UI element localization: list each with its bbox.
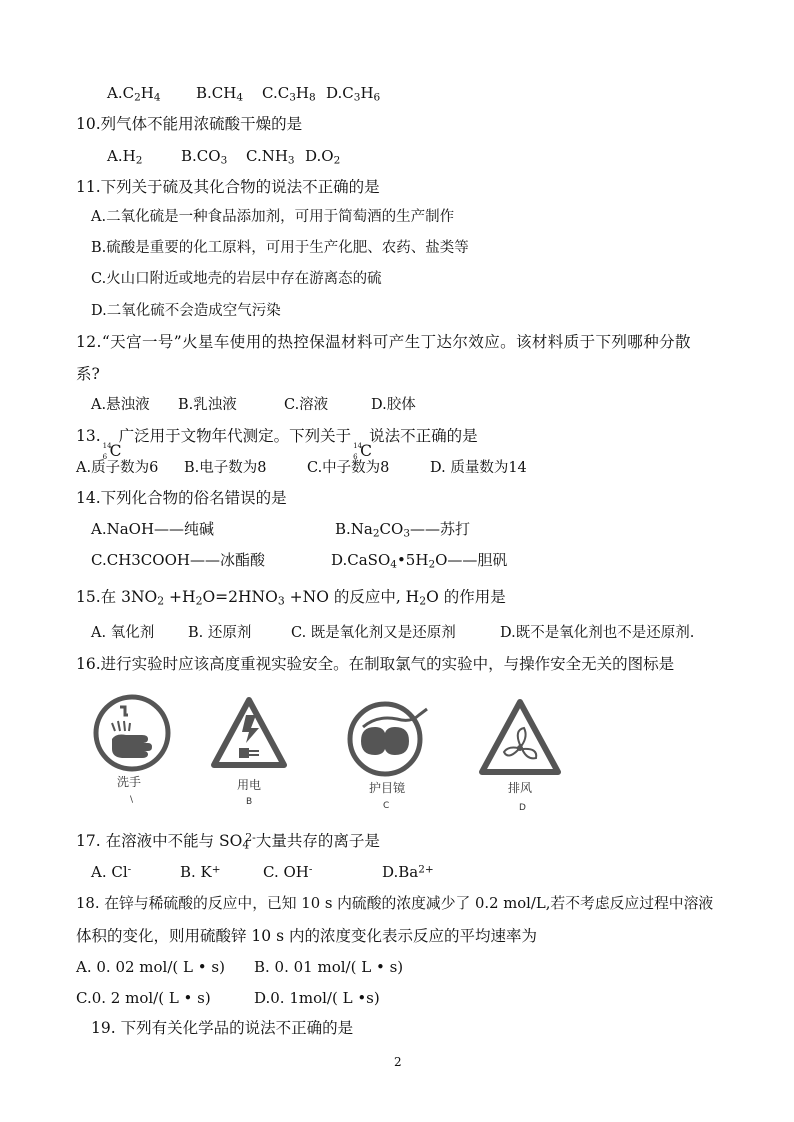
q12-option-a: A.悬浊液 [91, 397, 150, 413]
q13-option-b: B.电子数为8 [184, 460, 267, 476]
q18-stem-line2: 体积的变化，则用硫酸锌 10 s 内的浓度变化表示反应的平均速率为 [76, 927, 537, 945]
q15-stem: 15.在 $3NO_2 +H_2O=2HNO_3 +NO$ 的反应中, $H_2O$ 的作用是 [76, 588, 506, 608]
q15-option-d: D.既不是氧化剂也不是还原剂. [500, 625, 695, 641]
q10-option-a: $A.H_2$ [107, 147, 143, 167]
q11-option-c: C.火山口附近或地壳的岩层中存在游离态的硫 [91, 271, 382, 287]
q14-stem: 14.下列化合物的俗名错误的是 [76, 489, 287, 507]
q18-option-c: C.0. 2 mol/( L • s) [76, 989, 211, 1007]
q17-option-c: C. OH- [263, 863, 313, 881]
q11-option-d: D.二氧化硫不会造成空气污染 [91, 303, 281, 319]
q10-option-c: $C.NH_3$ [246, 147, 295, 167]
q9-option-b: $B.CH_4$ [196, 84, 244, 104]
q14-option-b: $B.Na_2CO_3——$苏打 [335, 520, 471, 540]
q11-stem: 11.下列关于硫及其化合物的说法不正确的是 [76, 178, 380, 196]
q17-option-b: B. K+ [180, 863, 221, 881]
q13-option-c: C.中子数为8 [307, 460, 390, 476]
q13-stem: 13. 14 6 C 广泛用于文物年代测定。下列关于 14 6 C 说法不正确的是 [76, 427, 478, 461]
q18-stem-line1: 18. 在锌与稀硫酸的反应中，已知 10 s 内硫酸的浓度减少了 0.2 mol/L,若不考虑反应过程中溶液 [76, 895, 714, 912]
q17-stem: 17. 在溶液中不能与 $SO_4^{2-}$大量共存的离子是 [76, 831, 380, 852]
q16-stem: 16.进行实验时应该高度重视实验安全。在制取氯气的实验中，与操作安全无关的图标是 [76, 655, 675, 673]
q18-option-d: D.0. 1mol/( L •s) [254, 989, 380, 1007]
q17-option-a: A. Cl- [91, 863, 132, 881]
icon-letter-b: B [246, 797, 253, 807]
q14-option-c: C.CH3COOH——冰酯酸 [91, 551, 265, 569]
q13-option-a: A.质子数为6 [76, 460, 159, 476]
ventilation-fan-icon [478, 698, 562, 778]
q9-option-c: $C.C_3H_8$ [262, 84, 316, 104]
icon-letter-a: \ [130, 795, 134, 805]
goggles-icon [347, 697, 429, 777]
wash-hands-icon [92, 693, 172, 773]
q13-prefix: 13. [76, 427, 101, 445]
q19-stem: 19. 下列有关化学品的说法不正确的是 [91, 1019, 354, 1037]
q12-option-b: B.乳浊液 [178, 397, 237, 413]
icon-letter-c: C [383, 801, 390, 811]
q11-option-b: B.硫酸是重要的化工原料，可用于生产化肥、农药、盐类等 [91, 240, 469, 256]
icon-label-goggles: 护目镜 [369, 781, 406, 795]
q18-option-b: B. 0. 01 mol/( L • s) [254, 958, 404, 976]
q13-option-d: D. 质量数为14 [430, 460, 527, 476]
q17-option-d: $D.Ba^{2+}$ [382, 863, 434, 881]
q12-option-c: C.溶液 [284, 397, 329, 413]
q11-option-a: A.二氧化硫是一种食品添加剂，可用于简萄酒的生产制作 [91, 209, 455, 225]
q10-option-b: $B.CO_3$ [181, 147, 228, 167]
page-number: 2 [394, 1055, 402, 1069]
icon-label-ventilation: 排风 [508, 781, 533, 795]
q15-option-b: B. 还原剂 [188, 625, 252, 641]
q15-option-c: C. 既是氧化剂又是还原剂 [291, 625, 456, 641]
electricity-warning-icon [209, 695, 289, 773]
q12-option-d: D.胶体 [371, 397, 416, 413]
q9-option-a: $A.C_2H_4$ [107, 84, 161, 104]
icon-letter-d: D [519, 803, 526, 813]
icon-label-electricity: 用电 [237, 778, 262, 792]
q18-option-a: A. 0. 02 mol/( L • s) [76, 958, 225, 976]
q14-option-a: A.NaOH——纯碱 [91, 520, 215, 538]
q15-option-a: A. 氧化剂 [91, 625, 155, 641]
q10-option-d: $D.O_2$ [305, 147, 341, 167]
q9-option-d: $D.C_3H_6$ [326, 84, 381, 104]
icon-label-wash-hands: 洗手 [117, 775, 142, 789]
q14-option-d: $D.CaSO_4•5H_2O——$胆矾 [331, 551, 508, 571]
q12-stem-line2: 系? [76, 365, 100, 383]
q10-stem: 10.列气体不能用浓硫酸干燥的是 [76, 115, 303, 133]
q12-stem-line1: 12.“天宫一号”火星车使用的热控保温材料可产生丁达尔效应。该材料质于下列哪种分散 [76, 333, 691, 351]
